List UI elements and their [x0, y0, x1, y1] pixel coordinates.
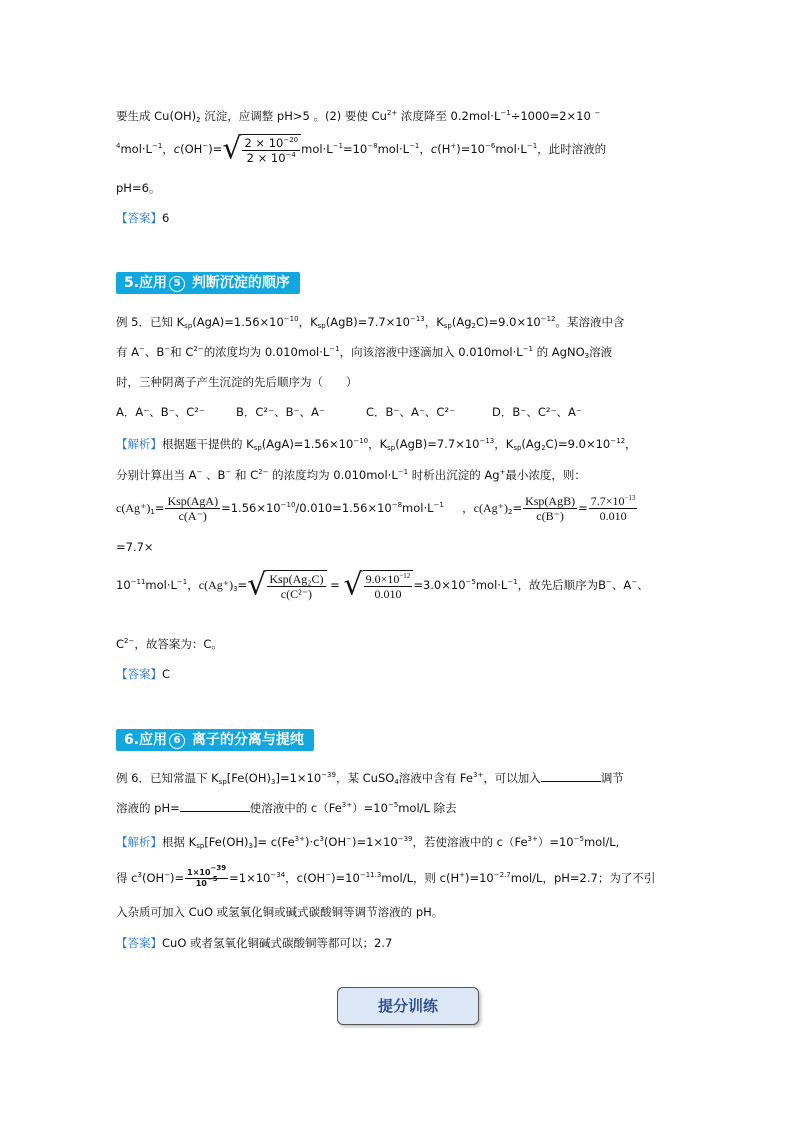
circled-number-icon: 6	[169, 733, 185, 749]
option-b: B．C²⁻、B⁻、A⁻	[236, 405, 325, 419]
fraction: $\frac{\text{Ksp(AgB)}}{c(B^-)}$	[525, 494, 576, 523]
circled-number-icon: 5	[169, 276, 185, 292]
formula-line: =7.7×	[116, 540, 154, 554]
answer-tag: 【答案】	[116, 667, 162, 681]
option-d: D．B⁻、C²⁻、A⁻	[492, 405, 582, 419]
option-c: C．B⁻、A⁻、C²⁻	[366, 405, 456, 419]
answer-blank	[180, 811, 250, 812]
formula-line: $c(Ag^+)_1=$ $\frac{\text{Ksp(AgA)}}{c(A^-)}$ $=1.56\times 10^{-10}/0.010=1.56\times 10^{-8}mol\cdot L^{-1}$ ，$c(Ag^+)_2=$ $\frac{\text{Ksp(AgB)}}{c(B^-)}$ = $\frac{7.7\times 10^{-13}}{0.010}$	[116, 494, 636, 523]
fraction: $\frac{1\times 10^{-39}}{10^{-5}}$	[187, 864, 227, 888]
question-line: 例 6．已知常温下 $K_{sp}[Fe(OH)_3]=1\times 10^{-39}$，某 CuSO$_4$溶液中含有 $Fe^{3+}$，可以加入 调节	[116, 771, 624, 786]
options-line	[116, 404, 582, 420]
section-6-banner: 6.应用 6 离子的分离与提纯	[116, 729, 314, 751]
text-line: pH=6。	[116, 181, 161, 195]
question-line: 溶液的 pH= 使溶液中的 $c(Fe^{3+})=10^{-5}mol/L$ 除去	[116, 801, 457, 815]
analysis-line: 入杂质可加入 CuO 或氢氧化铜或碱式碳酸铜等调节溶液的 pH。	[116, 905, 444, 919]
formula-line: $C^{2-}$，故答案为：C。	[116, 637, 223, 651]
question-line: 例 5．已知 $K_{sp}(AgA)=1.56\times 10^{-10}$，$K_{sp}(AgB)=7.7\times 10^{-13}$，$K_{sp}(Ag_2C)=9.0\times 10^{-12}$。某溶液中含	[116, 315, 625, 330]
analysis-line: 【解析】根据 $K_{sp}[Fe(OH)_3]= c(Fe^{3+})\cdot c^3(OH^-)=1\times 10^{-39}$，若使溶液中的 $c(Fe^{3+})=10^{-5}mol/L$,	[116, 835, 620, 850]
option-a: A．A⁻、B⁻、C²⁻	[116, 405, 205, 419]
text-line: $^4mol\cdot L^{-1}$，c(OH−)=√ $\frac{2 \times 10^{-20}}{2 \times 10^{-4}}$ $mol\cdot L^{-1}=10^{-8}mol\cdot L^{-1}$，$c(H^+)=10^{-6}mol\cdot L^{-1}$，此时溶液的	[116, 131, 607, 167]
fraction: $\frac{\text{Ksp(AgA)}}{c(A^-)}$	[167, 494, 219, 523]
score-training-button[interactable]: 提分训练	[337, 987, 479, 1025]
analysis-line: 分别计算出当 A− 、B− 和 $C^{2-}$ 的浓度均为 $0.010mol\cdot L^{-1}$ 时析出沉淀的 Ag+最小浓度，则：	[116, 468, 586, 482]
answer-line: 【答案】CuO 或者氢氧化铜碱式碳酸铜等都可以；2.7	[116, 936, 393, 950]
answer-tag: 【答案】	[116, 211, 162, 225]
text-line: 要生成 $Cu(OH)_2$ 沉淀，应调整 pH>5 。(2) 要使 $Cu^{2+}$ 浓度降至 $0.2mol\cdot L^{-1}\div 1000=2\times 10$ −	[116, 109, 601, 124]
section-5-banner: 5.应用 5 判断沉淀的顺序	[116, 272, 300, 294]
sqrt-expression: √ $\frac{\text{Ksp(Ag₂C)}}{\text{c(C²⁻)}}$	[247, 570, 326, 601]
question-line: 有 A−、B−和 $C^{2-}$的浓度均为 $0.010mol\cdot L^{-1}$，向该溶液中逐滴加入 $0.010mol\cdot L^{-1}$ 的 AgNO$_3$溶液	[116, 345, 613, 360]
analysis-tag: 【解析】	[116, 437, 162, 451]
fraction: $\frac{7.7\times 10^{-13}}{0.010}$	[590, 494, 636, 523]
answer-blank	[541, 781, 601, 782]
analysis-line: 【解析】根据题干提供的 $K_{sp}(AgA)=1.56\times 10^{-10}$，$K_{sp}(AgB)=7.7\times 10^{-13}$，$K_{sp}(Ag_2C)=9.0\times 10^{-12}$，	[116, 437, 637, 452]
sqrt-expression: √ $\frac{2 \times 10^{-20}}{2 \times 10^{-4}}$	[222, 134, 301, 165]
answer-tag: 【答案】	[116, 936, 162, 950]
question-line: 时，三种阴离子产生沉淀的先后顺序为（ ）	[116, 375, 358, 389]
sqrt-expression: √ $\frac{9.0\times 10^{-12}}{0.010}$	[343, 570, 413, 601]
formula-line: $10^{-11}mol\cdot L^{-1}$，$c(Ag^+)_3=√$ $\frac{\text{Ksp(Ag₂C)}}{\text{c(C²⁻)}}$ = √ $\frac{9.0\times 10^{-12}}{0.010}$ $=3.0\times 10^{-5}mol\cdot L^{-1}$，故先后顺序为B−、A−、	[116, 567, 649, 603]
answer-line: 【答案】C	[116, 667, 171, 681]
analysis-tag: 【解析】	[116, 835, 162, 849]
answer-line: 【答案】6	[116, 211, 170, 225]
analysis-line: 得 $c^3(OH^-)=$ $\frac{1\times 10^{-39}}{10^{-5}}$ $=1\times 10^{-34}$，$c(OH^-)=10^{-11.3}mol/L$，则 $c(H^+)=10^{-2.7}mol/L$，pH=2.7；为了不引	[116, 864, 656, 888]
